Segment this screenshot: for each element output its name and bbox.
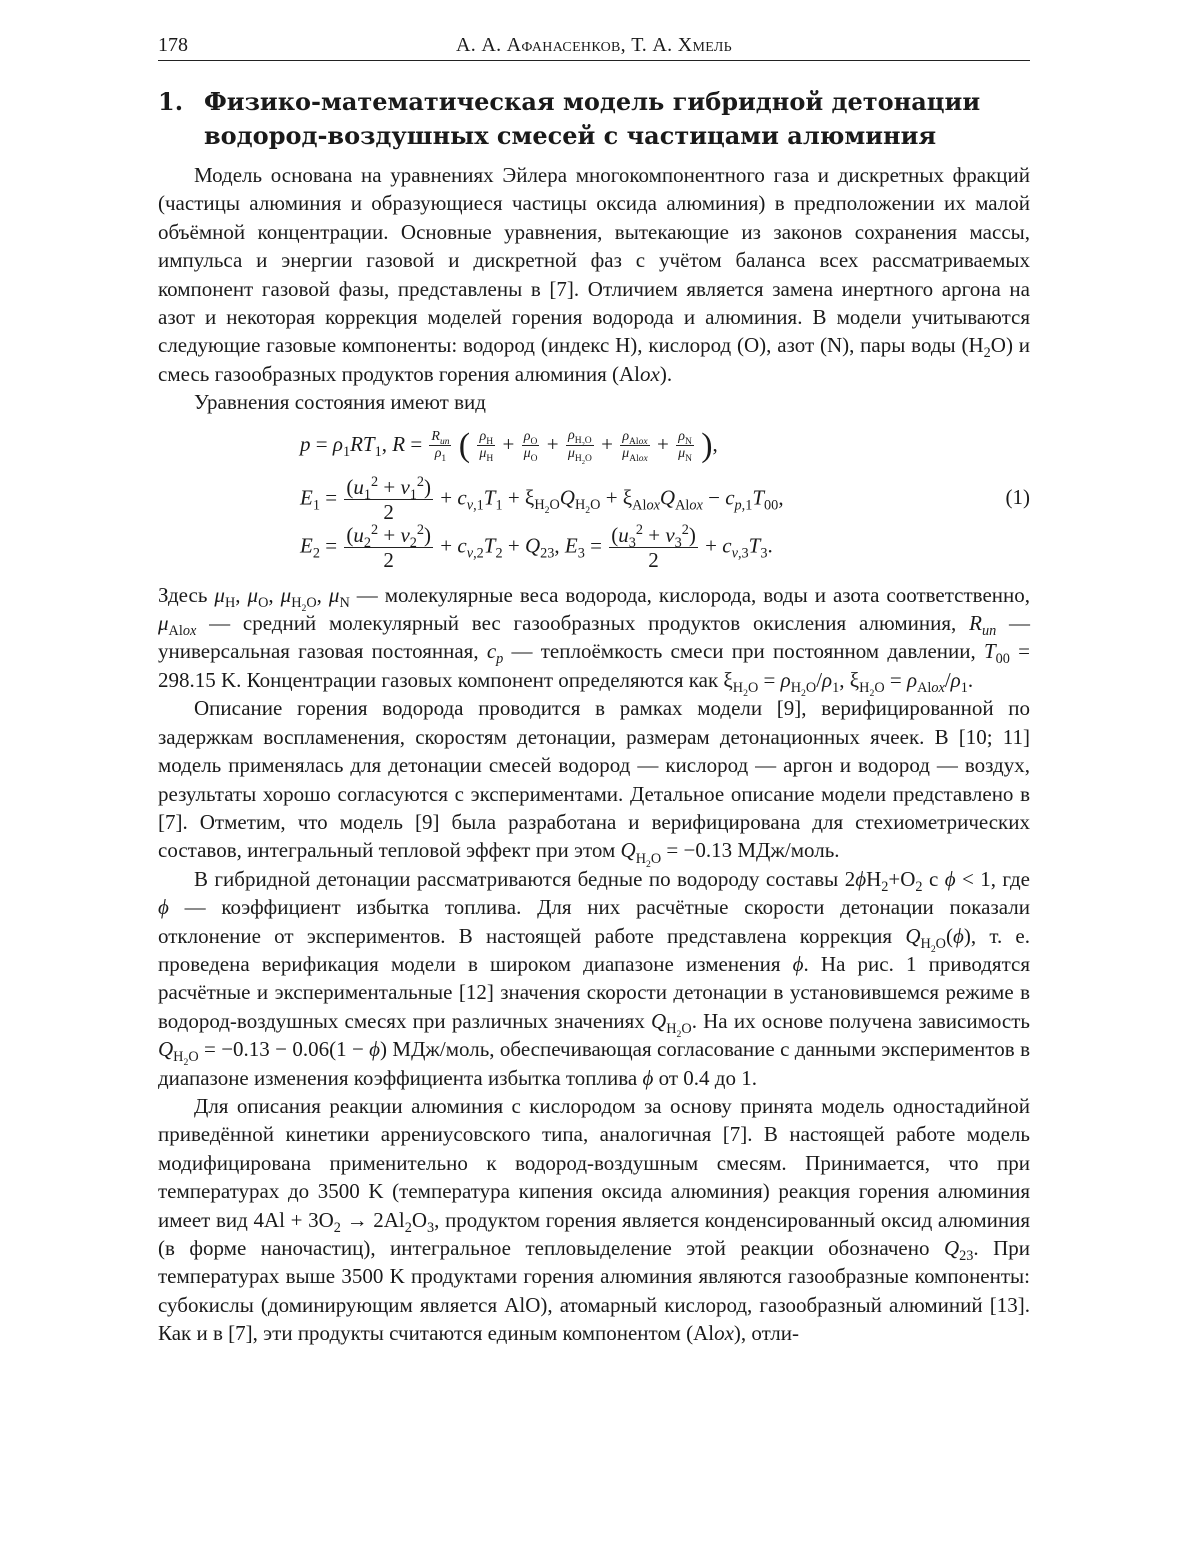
running-header: [158, 30, 1030, 61]
running-authors: А. А. Афанасенков, Т. А. Хмель: [455, 34, 733, 56]
paragraph-3: Здесь $\mu_H$, $\mu_O$, $\mu_{H_2O}$, $\mu_N$ — молекулярные веса водорода, кислорода, воды и азота соответственно, $\mu_{Alox}$ — средний молекулярный вес газообразных продуктов окисления алюминия, $R_{un}$ — универсальная газовая постоянная, $c_p$ — теплоёмкость смеси при постоянном давлении, $T_{00} = 298.15$ K. Концентрации газовых компонент определяются как $\xi_{H_2O} = \rho_{H_2O}/\rho_1$, $\xi_{H_2O} = \rho_{Alox}/\rho_1$.: [158, 582, 1031, 699]
equation-1: [158, 425, 1030, 575]
equation-line-e2-e3: $E_2$ = $\frac{(u_2^2 + v_2^2)}{2}$ + $c_{v,2}T_2 + Q_{23}$, $E_3$ = $\frac{(u_3^2 + v_3^2)}{2}$ + $c_{v,3}T_3$.: [300, 521, 773, 572]
paragraph-6: Для описания реакции алюминия с кислородом за основу принята модель одностадийной приведённой кинетики аррениусовского типа, аналогичная [7]. В настоящей работе модель модифицирована применительно к водород-воздушным смесям. Принимается, что при температурах до 3500 K (температура кипения оксида алюминия) реакция горения алюминия имеет вид $4Al + 3O_2 \to 2Al_2O_3$, продуктом горения является конденсированный оксид алюминия (в форме наночастиц), интегральное тепловыделение этой реакции обозначено $Q_{23}$. При температурах выше 3500 K продуктами горения алюминия являются газообразные компоненты: субокислы (доминирующим является AlO), атомарный кислород, газообразный алюминий [13]. Как и в [7], эти продукты считаются единым компонентом (Alox), отли-: [158, 1093, 1030, 1346]
section-heading: [158, 85, 1030, 153]
paragraph-5: В гибридной детонации рассматриваются бедные по водороду составы $2\phi H_2+O_2$ с ϕ < 1, где ϕ — коэффициент избытка топлива. Для них расчётные скорости детонации показали отклонение от экспериментов. В настоящей работе представлена коррекция $Q_{H_2O}(\phi)$, т. е. проведена верификация модели в широком диапазоне изменения ϕ. На рис. 1 приводятся расчётные и экспериментальные [12] значения скорости детонации в установившемся режиме в водород-воздушных смесях при различных значениях $Q_{H_2O}$. На их основе получена зависимость $Q_{H_2O} = -0.13 - 0.06(1 - \phi)$ МДж/моль, обеспечивающая согласование с данными экспериментов в диапазоне изменения коэффициента избытка топлива ϕ от 0.4 до 1.: [158, 866, 1031, 1090]
paragraph-2: Уравнения состояния имеют вид: [194, 390, 486, 415]
paragraph-1: Модель основана на уравнениях Эйлера многокомпонентного газа и дискретных фракций (частицы алюминия и образующиеся частицы оксида алюминия) в предположении их малой объёмной концентрации. Основные уравнения, вытекающие из законов сохранения массы, импульса и энергии газовой и дискретной фаз с учётом баланса всех рассматриваемых компонент газовой фазы, представлены в [7]. Отличием является замена инертного аргона на азот и некоторая коррекция моделей горения водорода и алюминия. В модели учитываются следующие газовые компоненты: водород (индекс H), кислород (O), азот (N), пары воды $(H_2O)$ и смесь газообразных продуктов горения алюминия (Alox).: [158, 163, 1031, 386]
page-number: 178: [158, 34, 188, 56]
equation-number: (1): [1005, 484, 1030, 509]
paragraph-4: Описание горения водорода проводится в рамках модели [9], верифицированной по задержкам воспламенения, скоростям детонации, размерам детонационных ячеек. В [10; 11] модель применялась для детонации смесей водород — кислород — аргон и водород — воздух, результаты хорошо согласуются с экспериментами. Детальное описание модели представлено в [7]. Отметим, что модель [9] была разработана и верифицирована для стехиометрических составов, интегральный тепловой эффект при этом $Q_{H_2O} = -0.13$ МДж/моль.: [158, 696, 1030, 870]
page: [158, 30, 1030, 1348]
section-number: 1.: [158, 87, 184, 116]
equation-line-e1: $E_1$ = $\frac{(u_1^2 + v_1^2)}{2}$ + $c_{v,1}T_1 + \xi_{H_2O}Q_{H_2O} + \xi_{Alox}Q_{Alox} - c_{p,1}T_{00}$,: [300, 473, 784, 524]
equation-line-state: $p = \rho_1RT_1$, R = $\frac{R_{un}}{\rho_1}$ ( $\frac{\rho_H}{\mu_H}$ + $\frac{\rho_O}{\mu_O}$ + $\frac{\rho_{H_2O}}{\mu_{H_2O}}$ + $\frac{\rho_{Alox}}{\mu_{Alox}}$ + $\frac{\rho_N}{\mu_N}$ ),: [300, 426, 718, 466]
section-title: Физико-математическая модель гибридной детонации водород-воздушных смесей с частицами алюминия: [204, 87, 981, 150]
